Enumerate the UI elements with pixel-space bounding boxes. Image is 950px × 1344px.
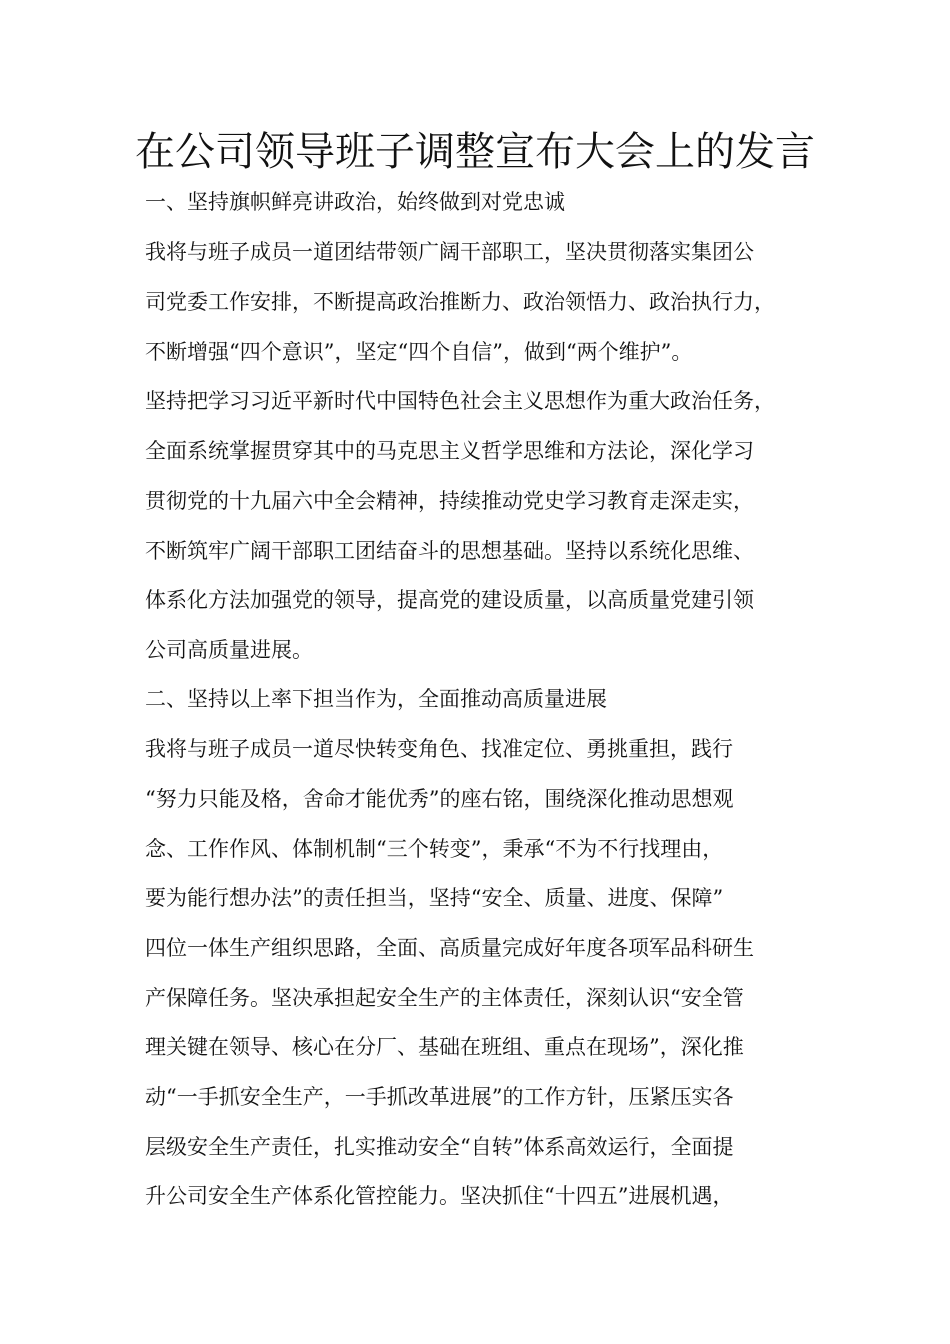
paragraph-line: 公司高质量进展。 bbox=[145, 638, 313, 662]
paragraph-line: 不断筑牢广阔干部职工团结奋斗的思想基础。坚持以系统化思维、 bbox=[145, 539, 754, 563]
paragraph-line: 动“一手抓安全生产，一手抓改革进展”的工作方针，压紧压实各 bbox=[145, 1085, 734, 1109]
paragraph-line: 产保障任务。坚决承担起安全生产的主体责任，深刻认识“安全管 bbox=[145, 986, 744, 1010]
paragraph-line: 体系化方法加强党的领导，提高党的建设质量，以高质量党建引领 bbox=[145, 588, 754, 612]
document-title: 在公司领导班子调整宣布大会上的发言 bbox=[135, 129, 815, 175]
paragraph-line: 要为能行想办法”的责任担当，坚持“安全、质量、进度、保障” bbox=[145, 886, 724, 910]
section-heading-1: 一、坚持旗帜鲜亮讲政治，始终做到对党忠诚 bbox=[145, 190, 565, 214]
paragraph-line: 全面系统掌握贯穿其中的马克思主义哲学思维和方法论，深化学习 bbox=[145, 439, 754, 463]
paragraph-line: 层级安全生产责任，扎实推动安全“自转”体系高效运行，全面提 bbox=[145, 1135, 734, 1159]
paragraph-line: 我将与班子成员一道尽快转变角色、找准定位、勇挑重担，践行 bbox=[145, 737, 733, 761]
paragraph-line: “努力只能及格，舍命才能优秀”的座右铭，围绕深化推动思想观 bbox=[145, 787, 734, 811]
section-heading-2: 二、坚持以上率下担当作为，全面推动高质量进展 bbox=[145, 687, 607, 711]
paragraph-line: 理关键在领导、核心在分厂、基础在班组、重点在现场”，深化推 bbox=[145, 1035, 744, 1059]
paragraph-line: 贯彻党的十九届六中全会精神，持续推动党史学习教育走深走实， bbox=[145, 489, 754, 513]
paragraph-line: 我将与班子成员一道团结带领广阔干部职工，坚决贯彻落实集团公 bbox=[145, 240, 754, 264]
paragraph-line: 升公司安全生产体系化管控能力。坚决抓住“十四五”进展机遇， bbox=[145, 1184, 734, 1208]
paragraph-line: 司党委工作安排，不断提高政治推断力、政治领悟力、政治执行力， bbox=[145, 290, 775, 314]
paragraph-line: 不断增强“四个意识”，坚定“四个自信”，做到“两个维护”。 bbox=[145, 340, 693, 364]
paragraph-line: 四位一体生产组织思路，全面、高质量完成好年度各项军品科研生 bbox=[145, 936, 754, 960]
paragraph-line: 坚持把学习习近平新时代中国特色社会主义思想作为重大政治任务， bbox=[145, 389, 775, 413]
paragraph-line: 念、工作作风、体制机制“三个转变”，秉承“不为不行找理由， bbox=[145, 837, 724, 861]
